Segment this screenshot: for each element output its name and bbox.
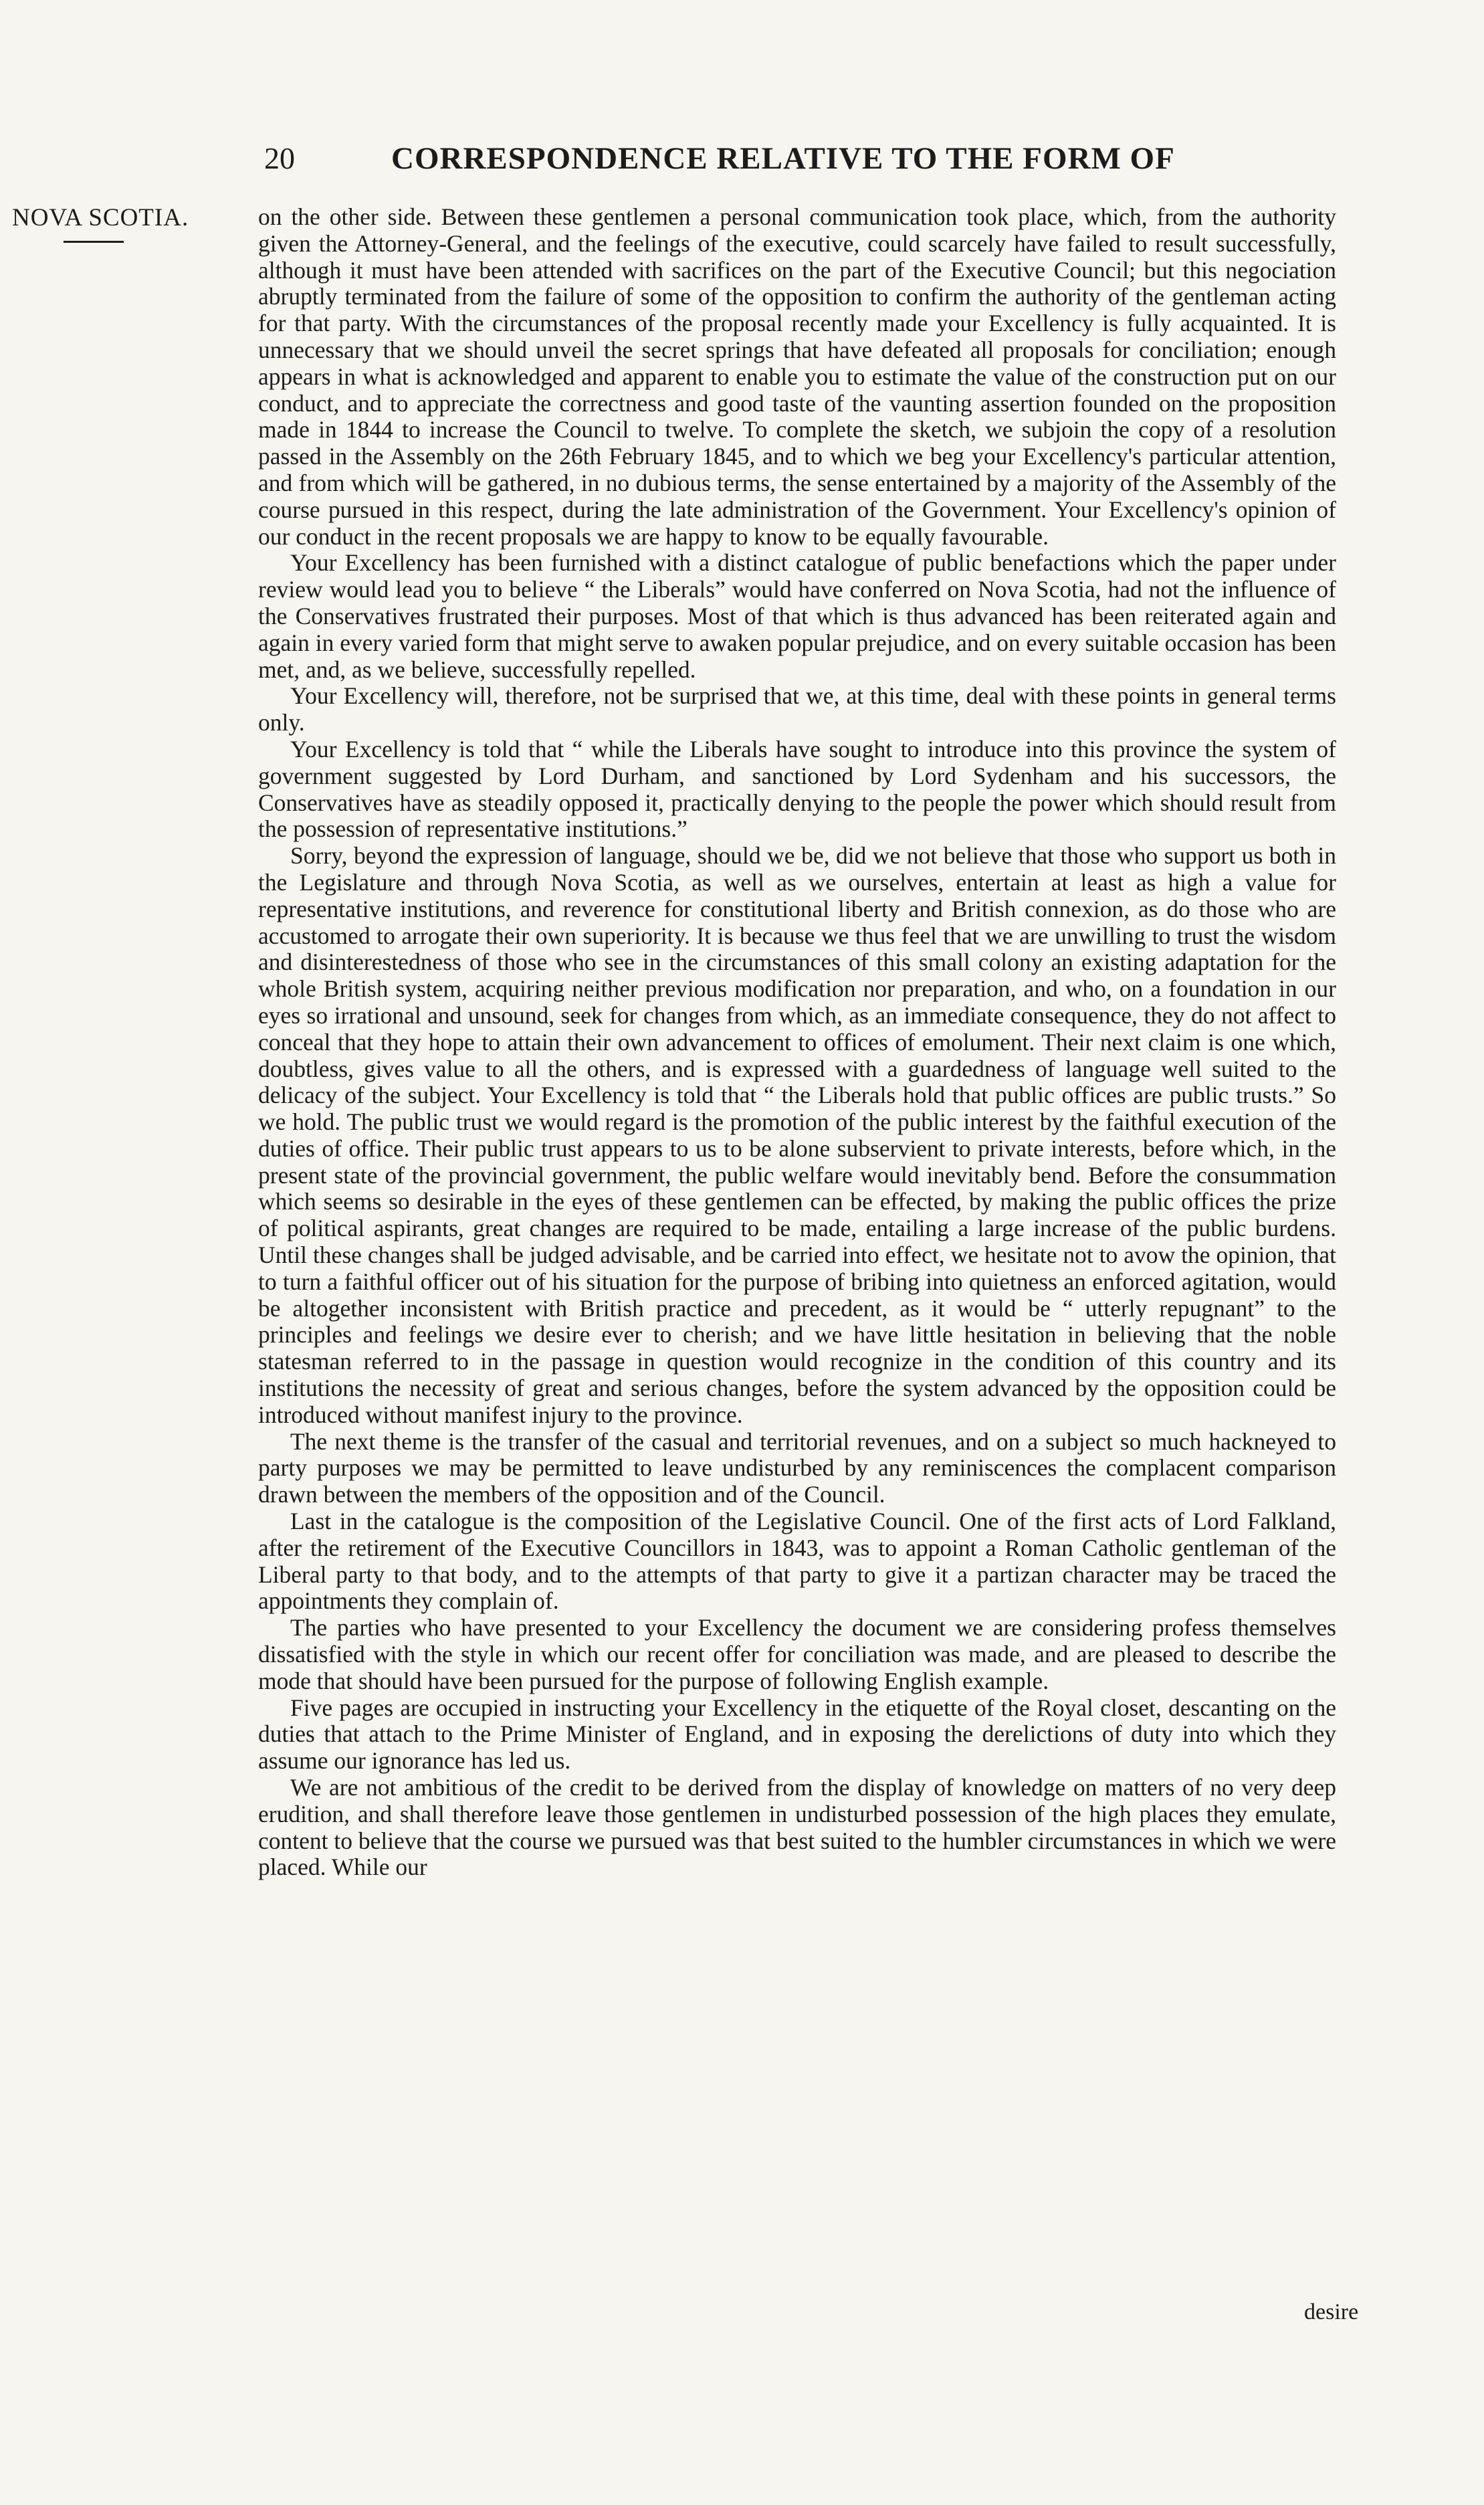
catchword: desire: [1304, 2300, 1359, 2324]
paragraph: Sorry, beyond the expression of language, should we be, did we not believe that those who support us both in the Legislature and through Nova Scotia, as well as we ourselves, entertain at least as high a value for representative institutions, and reverence for constitutional liberty and British connexion, as do those who are accustomed to arrogate their own superiority. It is because we thus feel that we are unwilling to trust the wisdom and disinterestedness of those who see in the circumstances of this small colony an existing adaptation for the whole British system, acquiring neither previous modification nor preparation, and who, on a foundation in our eyes so irrational and unsound, seek for changes from which, as an immediate consequence, they do not affect to conceal that they hope to attain their own advancement to offices of emolument. Their next claim is one which, doubtless, gives value to all the others, and is expressed with a guardedness of language well suited to the delicacy of the subject. Your Excellency is told that “ the Liberals hold that public offices are public trusts.” So we hold. The public trust we would regard is the promotion of the public interest by the faithful execution of the duties of office. Their public trust appears to us to be alone subservient to private interests, before which, in the present state of the provincial government, the public welfare would inevitably bend. Before the consummation which seems so desirable in the eyes of these gentlemen can be effected, by making the public offices the prize of political aspirants, great changes are required to be made, entailing a large increase of the public burdens. Until these changes shall be judged advisable, and be carried into effect, we hesitate not to avow the opinion, that to turn a faithful officer out of his situation for the purpose of bribing into quietness an enforced agitation, would be altogether inconsistent with British practice and precedent, as it would be “ utterly repugnant” to the principles and feelings we desire ever to cherish; and we have little hesitation in believing that the noble statesman referred to in the passage in question would recognize in the condition of this country and its institutions the necessity of great and serious changes, before the system advanced by the opposition could be introduced without manifest injury to the province.: [258, 842, 1336, 1428]
page-number: 20: [264, 141, 295, 175]
paragraph: Your Excellency will, therefore, not be surprised that we, at this time, deal with these points in general terms only.: [258, 682, 1336, 736]
paragraph: Your Excellency has been furnished with a distinct catalogue of public benefactions which the paper under review would lead you to believe “ the Liberals” would have conferred on Nova Scotia, had not the influence of the Conservatives frustrated their purposes. Most of that which is thus advanced has been reiterated again and again in every varied form that might serve to awaken popular prejudice, and on every suitable occasion has been met, and, as we believe, successfully repelled.: [258, 549, 1336, 683]
running-title: CORRESPONDENCE RELATIVE TO THE FORM OF: [391, 141, 1175, 176]
body-text: [258, 204, 1336, 1881]
paragraph: We are not ambitious of the credit to be derived from the display of knowledge on matters of no very deep erudition, and shall therefore leave those gentlemen in undisturbed possession of the high places they emulate, content to believe that the course we pursued was that best suited to the humbler circumstances in which we were placed. While our: [258, 1774, 1336, 1881]
page-header: [254, 140, 1351, 187]
margin-note-nova-scotia: NOVA SCOTIA.: [12, 204, 189, 231]
paragraph: on the other side. Between these gentlemen a personal communication took place, which, from the authority given the Attorney-General, and the feelings of the executive, could scarcely have failed to result successfully, although it must have been attended with sacrifices on the part of the Executive Council; but this negociation abruptly terminated from the failure of some of the opposition to confirm the authority of the gentleman acting for that party. With the circumstances of the proposal recently made your Excellency is fully acquainted. It is unnecessary that we should unveil the secret springs that have defeated all proposals for conciliation; enough appears in what is acknowledged and apparent to enable you to estimate the value of the construction put on our conduct, and to appreciate the correctness and good taste of the vaunting assertion founded on the proposition made in 1844 to increase the Council to twelve. To complete the sketch, we subjoin the copy of a resolution passed in the Assembly on the 26th February 1845, and to which we beg your Excellency's particular attention, and from which will be gathered, in no dubious terms, the sense entertained by a majority of the Assembly of the course pursued in this respect, during the late administration of the Government. Your Excellency's opinion of our conduct in the recent proposals we are happy to know to be equally favourable.: [258, 203, 1336, 550]
paragraph: Five pages are occupied in instructing your Excellency in the etiquette of the Royal closet, descanting on the duties that attach to the Prime Minister of England, and in exposing the derelictions of duty into which they assume our ignorance has led us.: [258, 1694, 1336, 1775]
margin-note-rule: [64, 241, 124, 243]
paragraph: The next theme is the transfer of the casual and territorial revenues, and on a subject so much hackneyed to party purposes we may be permitted to leave undisturbed by any reminiscences the complacent comparison drawn between the members of the opposition and of the Council.: [258, 1427, 1336, 1508]
paragraph: The parties who have presented to your Excellency the document we are considering profess themselves dissatisfied with the style in which our recent offer for conciliation was made, and are pleased to describe the mode that should have been pursued for the purpose of following English example.: [258, 1614, 1336, 1694]
paragraph: Last in the catalogue is the composition of the Legislative Council. One of the first acts of Lord Falkland, after the retirement of the Executive Councillors in 1843, was to appoint a Roman Catholic gentleman of the Liberal party to that body, and to the attempts of that party to give it a partizan character may be traced the appointments they complain of.: [258, 1508, 1336, 1615]
paragraph: Your Excellency is told that “ while the Liberals have sought to introduce into this province the system of government suggested by Lord Durham, and sanctioned by Lord Sydenham and his successors, the Conservatives have as steadily opposed it, practically denying to the people the power which should result from the possession of representative institutions.”: [258, 735, 1336, 843]
